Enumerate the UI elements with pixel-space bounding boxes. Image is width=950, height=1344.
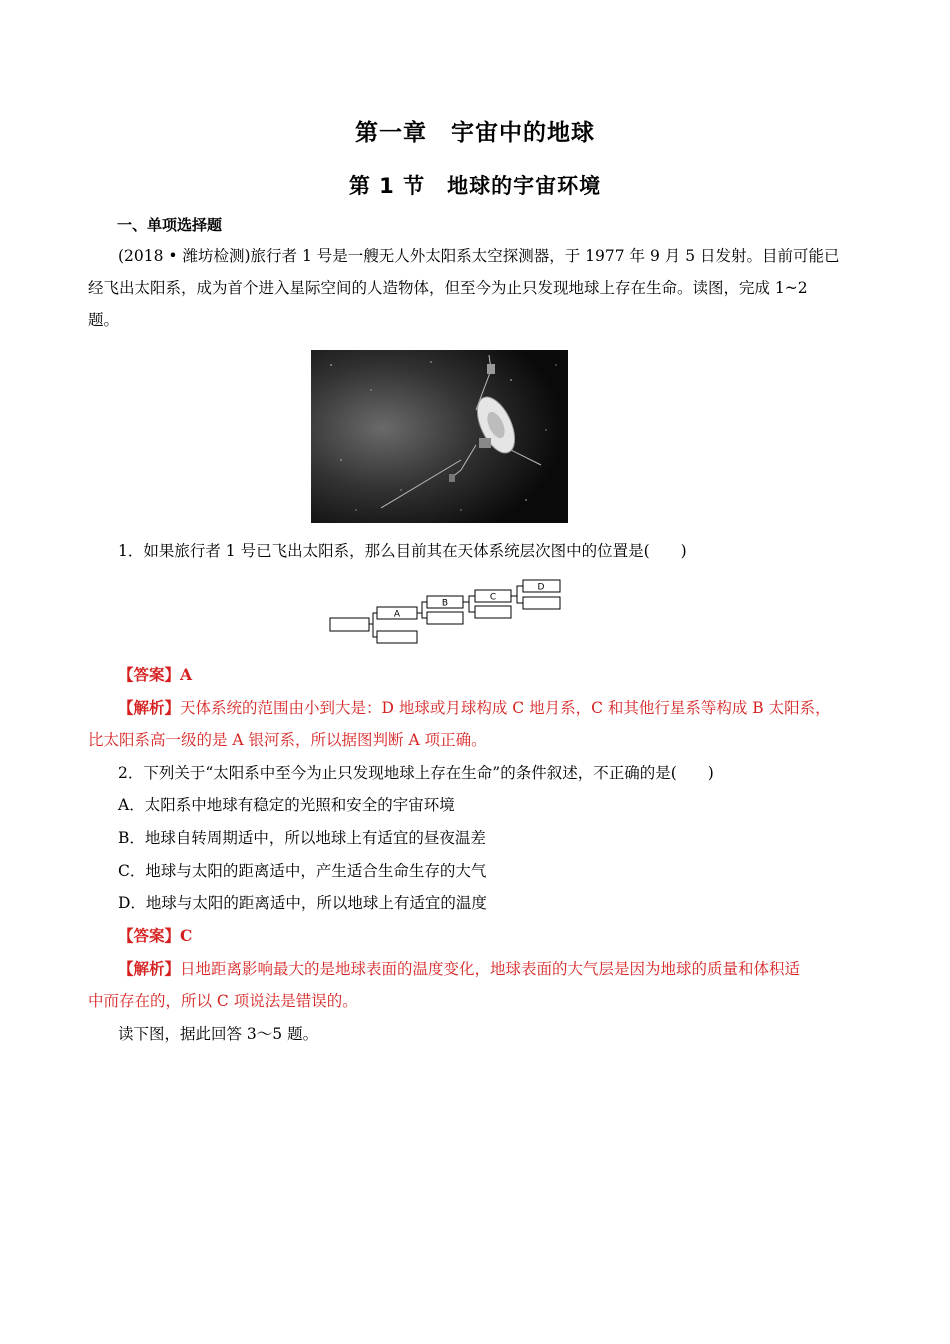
- box-d-sibling: [523, 597, 560, 609]
- q1-analysis-line-1: 【解析】天体系统的范围由小到大是：D 地球或月球构成 C 地月系，C 和其他行星系等构成 B 太阳系，: [118, 698, 831, 717]
- voyager-space-photo: [311, 350, 568, 523]
- q1-analysis-line-2: 比太阳系高一级的是 A 银河系，所以据图判断 A 项正确。: [88, 731, 487, 749]
- q2-answer: 【答案】C: [118, 926, 193, 945]
- box-top-level: [330, 618, 369, 631]
- q2-option-d: D．地球与太阳的距离适中，所以地球上有适宜的温度: [118, 894, 487, 912]
- box-a-sibling: [377, 631, 417, 643]
- part-heading: 一、单项选择题: [117, 216, 223, 234]
- celestial-hierarchy-diagram: [327, 577, 567, 649]
- followup-instruction: 读下图，据此回答 3～5 题。: [118, 1025, 319, 1043]
- q2-option-b: B．地球自转周期适中，所以地球上有适宜的昼夜温差: [118, 829, 486, 847]
- intro-line-2: 经飞出太阳系，成为首个进入星际空间的人造物体，但至今为止只发现地球上存在生命。读图，完成 1~2: [88, 279, 808, 297]
- label-b: B: [441, 598, 449, 609]
- section-title: 第 1 节 地球的宇宙环境: [348, 174, 602, 198]
- q1-analysis: [88, 692, 873, 756]
- q2-stem: 2．下列关于“太阳系中至今为止只发现地球上存在生命”的条件叙述，不正确的是( ): [118, 764, 714, 782]
- label-d: D: [537, 582, 545, 593]
- q2-option-c: C．地球与太阳的距离适中，产生适合生命生存的大气: [118, 862, 487, 880]
- box-b-sibling: [427, 612, 463, 624]
- q2-analysis-line-1: 【解析】日地距离影响最大的是地球表面的温度变化，地球表面的大气层是因为地球的质量和体积适: [118, 959, 801, 978]
- q2-analysis: [88, 953, 873, 1017]
- intro-paragraph: [88, 240, 873, 336]
- intro-line-1: (2018 • 潍坊检测)旅行者 1 号是一艘无人外太阳系太空探测器，于 1977 年 9 月 5 日发射。目前可能已: [118, 247, 840, 265]
- q2-analysis-line-2: 中而存在的，所以 C 项说法是错误的。: [88, 992, 358, 1010]
- q1-stem: 1．如果旅行者 1 号已飞出太阳系，那么目前其在天体系统层次图中的位置是( ): [118, 542, 687, 560]
- q1-answer: 【答案】A: [118, 665, 193, 684]
- chapter-title: 第一章 宇宙中的地球: [355, 120, 595, 146]
- intro-line-3: 题。: [88, 311, 120, 329]
- label-c: C: [489, 592, 497, 603]
- q2-option-a: A．太阳系中地球有稳定的光照和安全的宇宙环境: [118, 796, 455, 814]
- box-c-sibling: [475, 606, 511, 618]
- label-a: A: [393, 609, 401, 620]
